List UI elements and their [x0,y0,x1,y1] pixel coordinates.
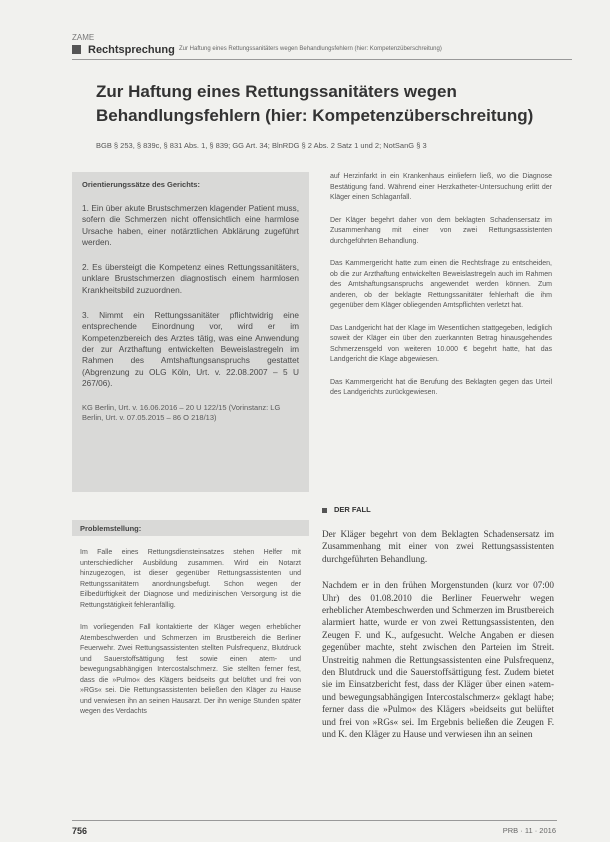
court-reference: KG Berlin, Urt. v. 16.06.2016 – 20 U 122/15 (Vorinstanz: LG Berlin, Urt. v. 07.05.2015 – 86 O 218/13) [82,403,281,423]
problem-heading: Problemstellung: [80,524,142,533]
rubric-label: Rechtsprechung [88,44,175,56]
case-heading-text: DER FALL [334,505,371,514]
page-number: 756 [72,826,88,836]
guiding-principles-box [72,172,309,492]
journal-reference: PRB · 11 · 2016 [502,826,556,835]
case-column [322,528,554,755]
legal-citation: BGB § 253, § 839c, § 831 Abs. 1, § 839; GG Art. 34; BlnRDG § 2 Abs. 2 Satz 1 und 2; NotSanG § 3 [96,141,427,150]
left-column [72,172,309,718]
problem-heading-box [72,520,309,536]
running-header [72,44,572,60]
footer-rule [72,820,557,821]
case-paragraph: Nachdem er in den frühen Morgenstunden (kurz vor 07:00 Uhr) des 01.08.2010 die Berliner Feuerwehr wegen erheblicher Atembeschwerden und Schmerzen im Brustbereich alarmiert hatte, wurde er von zwei Rettungsassistenten, den Zeugen F. und K., aufgesucht. Welche Angaben er diesen gegenüber machte, steht zwischen den Parteien im Streit. Unstreitig nahmen die Rettungsassistenten eine Pulsfrequenz, den Blutdruck und die Sauerstoffsättigung fest. Zudem bietet sie im Einsatzbericht fest, dass der Kläger über einen »atem- und bewegungsabhängigen Intercostalschmerz« geklagt habe; ferner dass die »Pulmo« des Klägers »beidseits gut belüftet und frei von »RGs« sei. Im Ergebnis beließen die Zeugen F. und K. den Kläger zu Hause und verwiesen ihn an seinen [322,580,554,740]
case-paragraph: Der Kläger begehrt von dem Beklagten Schadensersatz im Zusammenhang mit einer von zwei Rettungsassistenten durchgeführten Behandlung. [322,529,554,564]
problem-paragraph: Im Falle eines Rettungsdiensteinsatzes stehen Helfer mit unterschiedlicher Ausbildung zusammen. Wird ein Notarzt hinzugezogen, ist dieser gegenüber Rettungsassistenten und Rettungssanitätern anordnungsbefugt. Schon wegen der Eilbedürftigkeit der Diagnose und medizinischen Versorgung ist die Rettungstätigkeit fehleranfällig. [80,549,301,609]
running-header-subtitle: Zur Haftung eines Rettungssanitäters wegen Behandlungsfehlern (hier: Kompetenzüberschreitung) [179,46,442,52]
right-paragraph: Das Kammergericht hat die Berufung des Beklagten gegen das Urteil des Landgerichts zurückgewiesen. [330,378,552,396]
page-mark: ZAME [72,33,95,42]
case-section-heading [322,505,371,514]
right-column [330,172,552,411]
right-paragraph: Das Kammergericht hatte zum einen die Rechtsfrage zu entscheiden, ob die zur Arzthaftung entwickelten Beweislastregeln auch im Rahmen des Amtshaftungsanspruchs angewendet werden können. Zum anderen, ob der beklagte Rettungssanitäter fehlerhaft die ihm gegenüber dem Kläger obliegenden Amtspflichten verletzt hat. [330,260,552,309]
right-paragraph: auf Herzinfarkt in ein Krankenhaus einliefern ließ, wo die Diagnose Bestätigung fand. Während einer Herzkatheter-Untersuchung erlitt der Kläger einen Schlaganfall. [330,173,552,201]
guiding-principle-3: 3. Nimmt ein Rettungssanitäter pflichtwidrig eine entsprechende Einordnung vor, wird er im Kompetenzbereich des Arztes tätig, was eine Anwendung der zur Arzthaftung entwickelten Beweislastregeln im Rahmen des Amtshaftungsanspruchs gestattet (Abgrenzung zu OLG Köln, Urt. v. 22.08.2007 – 5 U 267/06). [82,310,299,388]
guiding-principle-2: 2. Es übersteigt die Kompetenz eines Rettungssanitäters, unklare Brustschmerzen diagnostisch einem harmlosen Krankheitsbild zuzuordnen. [82,262,299,295]
guiding-principle-1: 1. Ein über akute Brustschmerzen klagender Patient muss, sofern die Schmerzen nicht offensichtlich eine harmlose Ursache haben, einer notärztlichen Abklärung zugeführt werden. [82,203,299,247]
right-paragraph: Der Kläger begehrt daher von dem beklagten Schadensersatz im Zusammenhang mit einer von zwei Rettungsassistenten durchgeführten Behandlung. [330,216,552,245]
problem-paragraph: Im vorliegenden Fall kontaktierte der Kläger wegen erheblicher Atembeschwerden und Schmerzen im Brustbereich die Berliner Feuerwehr. Zwei Rettungsassistenten stellten Pulsfrequenz, Blutdruck und Sauerstoffsättigung fest sowie einen atem- und bewegungsabhängigen Intercostalschmerz. Sie stellten ferner fest, dass die »Pulmo« des Klägers beidseits gut belüftet und frei von »RGs« sei. Die Rettungsassistenten beließen den Kläger zu Hause und verwiesen ihn an seinen Hausarzt. Der ihn wenige Stunden später wegen des Verdachts [80,624,301,715]
article-title: Zur Haftung eines Rettungssanitäters wegen Behandlungsfehlern (hier: Kompetenzüberschreitung) [96,82,534,125]
square-bullet-icon [72,45,81,54]
right-paragraph: Das Landgericht hat der Klage im Wesentlichen stattgegeben, lediglich soweit der Kläger ein über den zuerkannten Betrag hinausgehendes Schmerzensgeld von weiteren 10.000 € begehrt hatte, hat das Landgericht die Klage abgewiesen. [330,324,552,363]
guiding-principles-heading: Orientierungssätze des Gerichts: [82,180,200,189]
square-bullet-icon [322,508,327,513]
